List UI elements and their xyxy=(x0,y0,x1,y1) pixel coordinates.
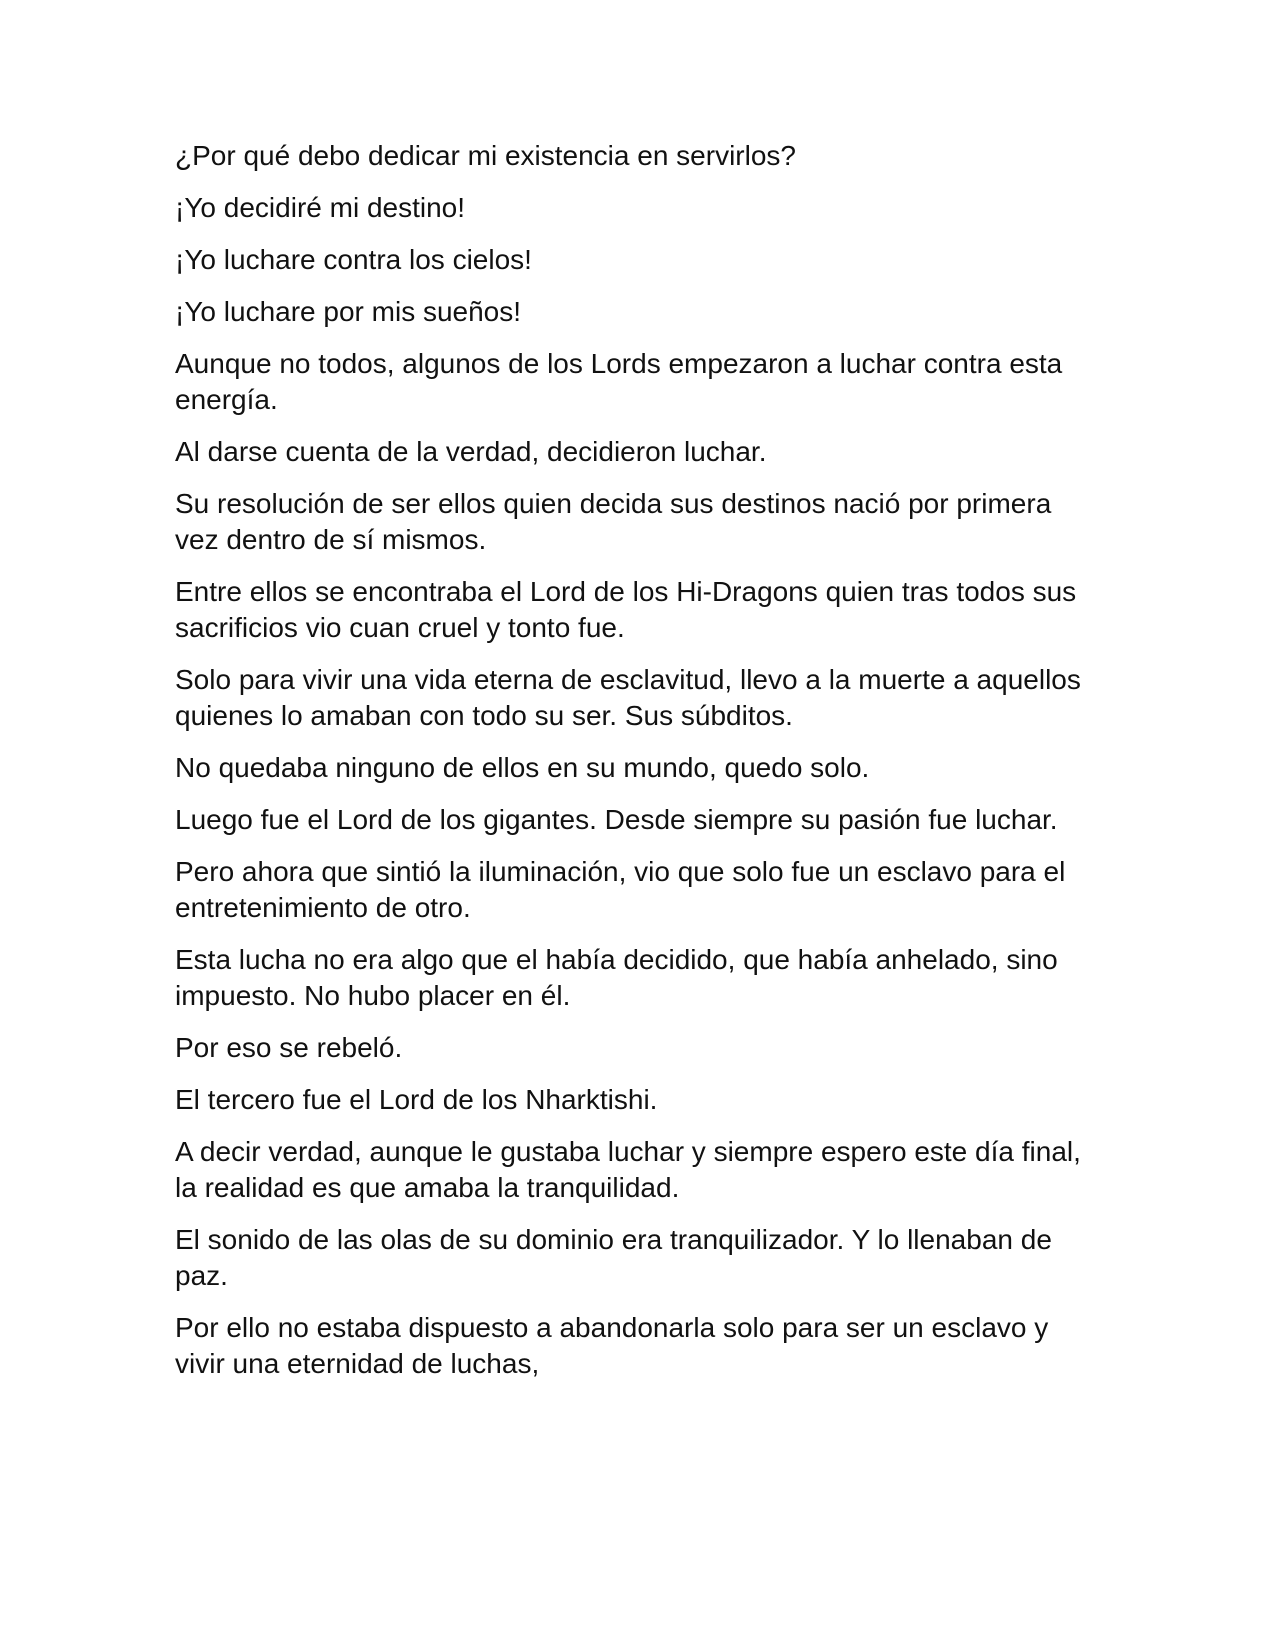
paragraph-9: Solo para vivir una vida eterna de esclavitud, llevo a la muerte a aquellos quienes lo amaban con todo su ser. Sus súbditos. xyxy=(175,664,1081,731)
paragraph-12: Pero ahora que sintió la iluminación, vio que solo fue un esclavo para el entretenimiento de otro. xyxy=(175,856,1066,923)
paragraph-2: ¡Yo decidiré mi destino! xyxy=(175,192,466,223)
paragraph-13: Esta lucha no era algo que el había decidido, que había anhelado, sino impuesto. No hubo placer en él. xyxy=(175,944,1058,1011)
paragraph-16: A decir verdad, aunque le gustaba luchar y siempre espero este día final, la realidad es que amaba la tranquilidad. xyxy=(175,1136,1081,1203)
paragraph-11: Luego fue el Lord de los gigantes. Desde siempre su pasión fue luchar. xyxy=(175,804,1058,835)
paragraph-18: Por ello no estaba dispuesto a abandonarla solo para ser un esclavo y vivir una eternidad de luchas, xyxy=(175,1312,1049,1379)
paragraph-14: Por eso se rebeló. xyxy=(175,1032,403,1063)
paragraph-17: El sonido de las olas de su dominio era tranquilizador. Y lo llenaban de paz. xyxy=(175,1224,1052,1291)
paragraph-5: Aunque no todos, algunos de los Lords empezaron a luchar contra esta energía. xyxy=(175,348,1063,415)
document-page xyxy=(175,138,1095,1398)
paragraph-15: El tercero fue el Lord de los Nharktishi. xyxy=(175,1084,658,1115)
paragraph-1: ¿Por qué debo dedicar mi existencia en servirlos? xyxy=(175,140,796,171)
paragraph-7: Su resolución de ser ellos quien decida sus destinos nació por primera vez dentro de sí mismos. xyxy=(175,488,1052,555)
paragraph-3: ¡Yo luchare contra los cielos! xyxy=(175,244,532,275)
paragraph-10: No quedaba ninguno de ellos en su mundo, quedo solo. xyxy=(175,752,870,783)
paragraph-4: ¡Yo luchare por mis sueños! xyxy=(175,296,522,327)
paragraph-6: Al darse cuenta de la verdad, decidieron luchar. xyxy=(175,436,767,467)
paragraph-8: Entre ellos se encontraba el Lord de los Hi-Dragons quien tras todos sus sacrificios vio cuan cruel y tonto fue. xyxy=(175,576,1077,643)
